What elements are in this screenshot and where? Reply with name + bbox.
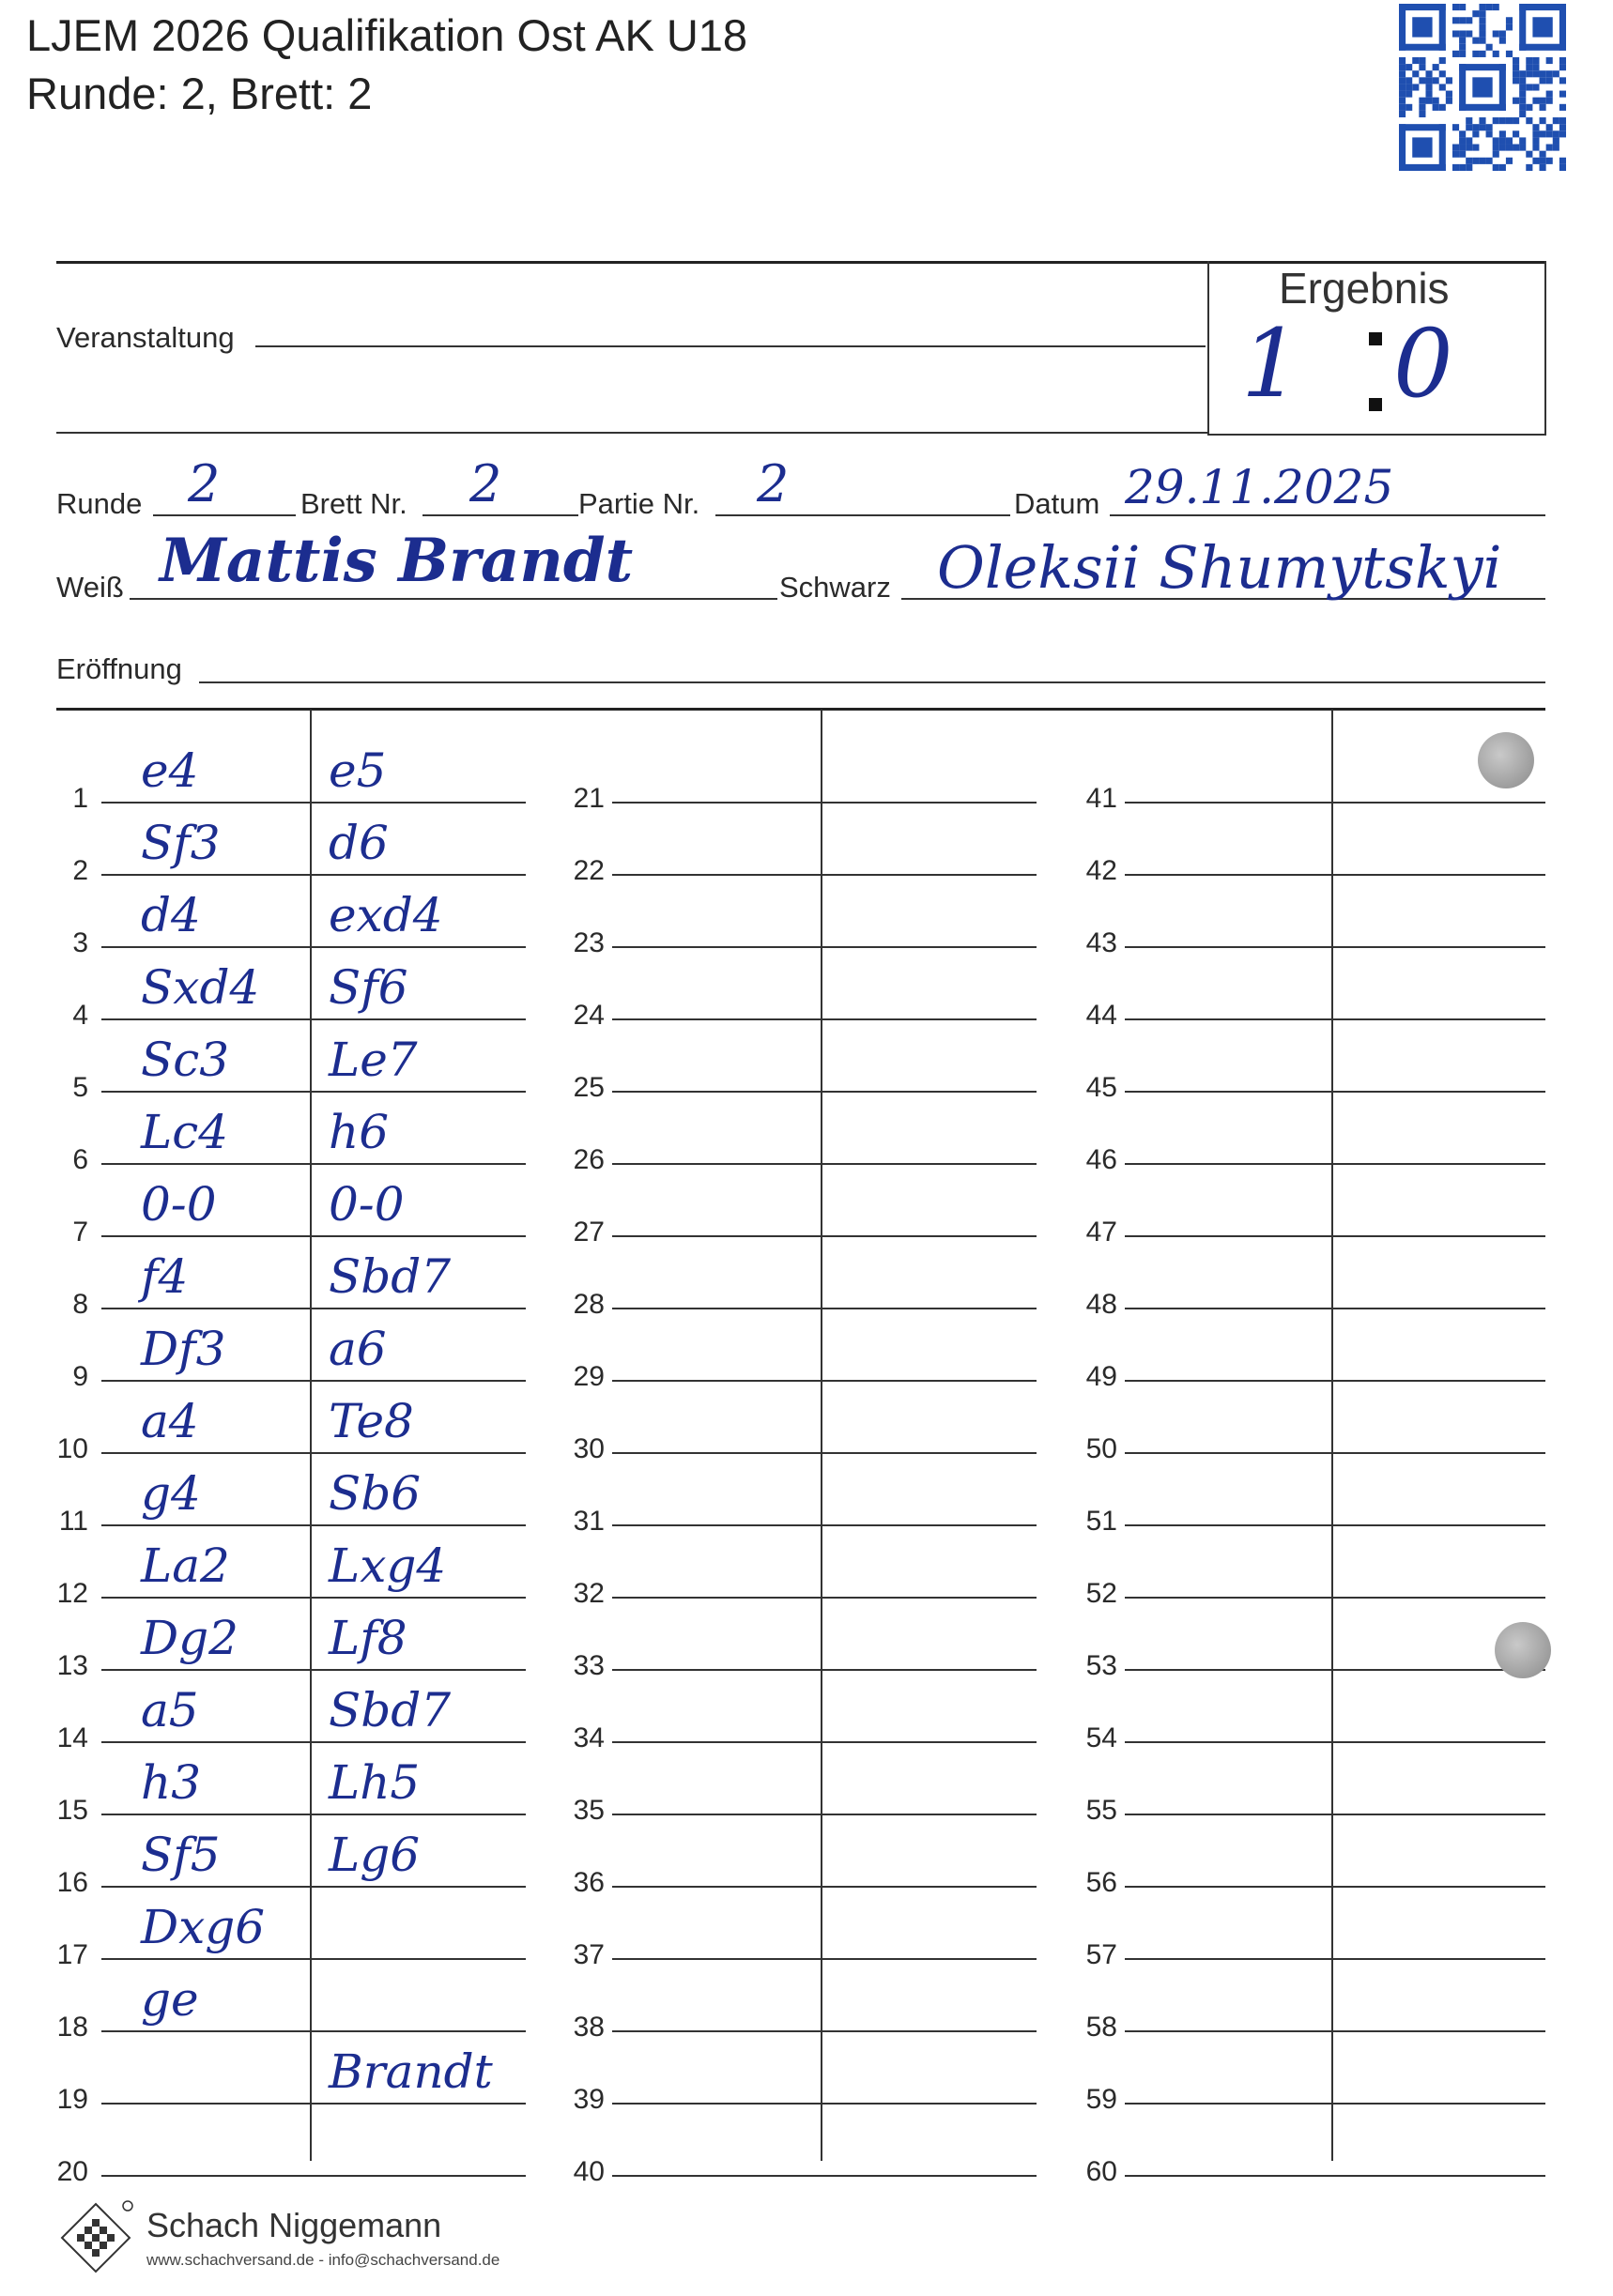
move-number: 43 [1085,927,1117,958]
move-number: 45 [1085,1072,1117,1103]
move-number: 39 [573,2084,605,2115]
black-move: h6 [329,1105,390,1159]
move-number: 49 [1085,1361,1117,1392]
result-white: 1 [1241,309,1301,419]
move-number: 35 [573,1795,605,1826]
white-move: a4 [141,1394,199,1448]
move-number: 58 [1085,2012,1117,2043]
white-move: Sf3 [141,816,221,870]
white-move: h3 [141,1755,202,1810]
white-move: Sxd4 [141,960,260,1015]
black-move: exd4 [329,888,443,942]
brand-name: Schach Niggemann [146,2206,442,2244]
move-number: 42 [1085,855,1117,886]
black-move: Sbd7 [329,1249,452,1304]
move-number: 19 [56,2084,88,2115]
white-move: Lc4 [141,1105,229,1159]
move-number: 14 [56,1722,88,1753]
black-move: Lxg4 [329,1538,447,1593]
move-number: 30 [573,1433,605,1464]
result-separator-dot [1369,398,1382,411]
move-number: 25 [573,1072,605,1103]
move-number: 31 [573,1506,605,1537]
move-number: 41 [1085,783,1117,814]
white-move: a5 [141,1683,199,1737]
move-number: 47 [1085,1217,1117,1247]
white-move: g4 [141,1466,201,1521]
move-number: 37 [573,1939,605,1970]
move-number: 52 [1085,1578,1117,1609]
move-number: 28 [573,1289,605,1320]
move-number: 2 [72,855,88,886]
move-number: 7 [72,1217,88,1247]
black-move: Sb6 [329,1466,422,1521]
black-move: Lf8 [329,1611,407,1665]
move-number: 44 [1085,1000,1117,1031]
game-label: Partie Nr. [578,487,700,520]
round-label: Runde [56,487,143,520]
black-move: e5 [329,743,387,798]
result-label: Ergebnis [1279,264,1450,313]
round-value: 2 [188,454,221,513]
move-number: 15 [56,1795,88,1826]
move-number: 50 [1085,1433,1117,1464]
move-number: 48 [1085,1289,1117,1320]
move-number: 51 [1085,1506,1117,1537]
white-move: Df3 [141,1322,226,1376]
game-value: 2 [757,454,790,513]
event-label: Veranstaltung [56,321,235,354]
result-box [1209,263,1544,434]
move-number: 53 [1085,1650,1117,1681]
move-number: 11 [58,1506,88,1537]
move-number: 17 [56,1939,88,1970]
move-number: 54 [1085,1722,1117,1753]
move-number: 3 [72,927,88,958]
move-number: 23 [573,927,605,958]
black-move: Sf6 [329,960,408,1015]
move-number: 6 [72,1144,88,1175]
move-number: 29 [573,1361,605,1392]
white-move: e4 [141,743,199,798]
move-number: 22 [573,855,605,886]
board-value: 2 [469,454,502,513]
move-number: 9 [72,1361,88,1392]
move-number: 12 [56,1578,88,1609]
move-number: 21 [573,783,605,814]
white-move: Sf5 [141,1828,221,1882]
move-number: 38 [573,2012,605,2043]
move-number: 27 [573,1217,605,1247]
move-number: 60 [1085,2156,1117,2187]
move-number: 55 [1085,1795,1117,1826]
result-separator [1369,332,1382,345]
move-number: 59 [1085,2084,1117,2115]
move-number: 16 [56,1867,88,1898]
white-move: Dxg6 [141,1900,266,1954]
white-name: Mattis Brandt [160,526,634,596]
white-move: f4 [141,1249,189,1304]
move-number: 4 [72,1000,88,1031]
punch-hole [1495,1622,1551,1678]
qr-code [1399,4,1566,171]
move-number: 56 [1085,1867,1117,1898]
move-number: 20 [56,2156,88,2187]
black-move: Te8 [329,1394,414,1448]
move-number: 13 [56,1650,88,1681]
brand-contact: www.schachversand.de - info@schachversand.de [146,2251,500,2269]
white-move: Dg2 [141,1611,238,1665]
move-number: 32 [573,1578,605,1609]
black-move: Le7 [329,1033,418,1087]
white-move: La2 [141,1538,230,1593]
move-number: 40 [573,2156,605,2187]
result-black: 0 [1393,309,1453,419]
opening-label: Eröffnung [56,652,182,685]
white-move: d4 [141,888,201,942]
move-number: 10 [56,1433,88,1464]
move-number: 8 [72,1289,88,1320]
black-move: Sbd7 [329,1683,452,1737]
move-number: 5 [72,1072,88,1103]
black-move: d6 [329,816,389,870]
punch-hole [1478,732,1534,788]
date-label: Datum [1014,487,1100,520]
board-label: Brett Nr. [300,487,407,520]
move-number: 26 [573,1144,605,1175]
move-number: 24 [573,1000,605,1031]
move-number: 33 [573,1650,605,1681]
black-move: a6 [329,1322,387,1376]
white-move: 0-0 [141,1177,217,1232]
black-move: Lh5 [329,1755,421,1810]
move-number: 1 [72,783,88,814]
white-label: Weiß [56,571,124,604]
white-move: ge [141,1972,199,2027]
move-number: 57 [1085,1939,1117,1970]
black-move: Brandt [329,2044,493,2099]
black-label: Schwarz [779,571,891,604]
white-move: Sc3 [141,1033,230,1087]
black-move: 0-0 [329,1177,405,1232]
page-title: LJEM 2026 Qualifikation Ost AK U18 [26,10,748,60]
move-number: 18 [56,2012,88,2043]
move-number: 36 [573,1867,605,1898]
move-number: 46 [1085,1144,1117,1175]
date-value: 29.11.2025 [1125,460,1394,514]
black-move: Lg6 [329,1828,421,1882]
page-subtitle: Runde: 2, Brett: 2 [26,69,373,118]
move-number: 34 [573,1722,605,1753]
chess-logo-icon [56,2198,135,2277]
black-name: Oleksii Shumytskyi [937,533,1502,602]
